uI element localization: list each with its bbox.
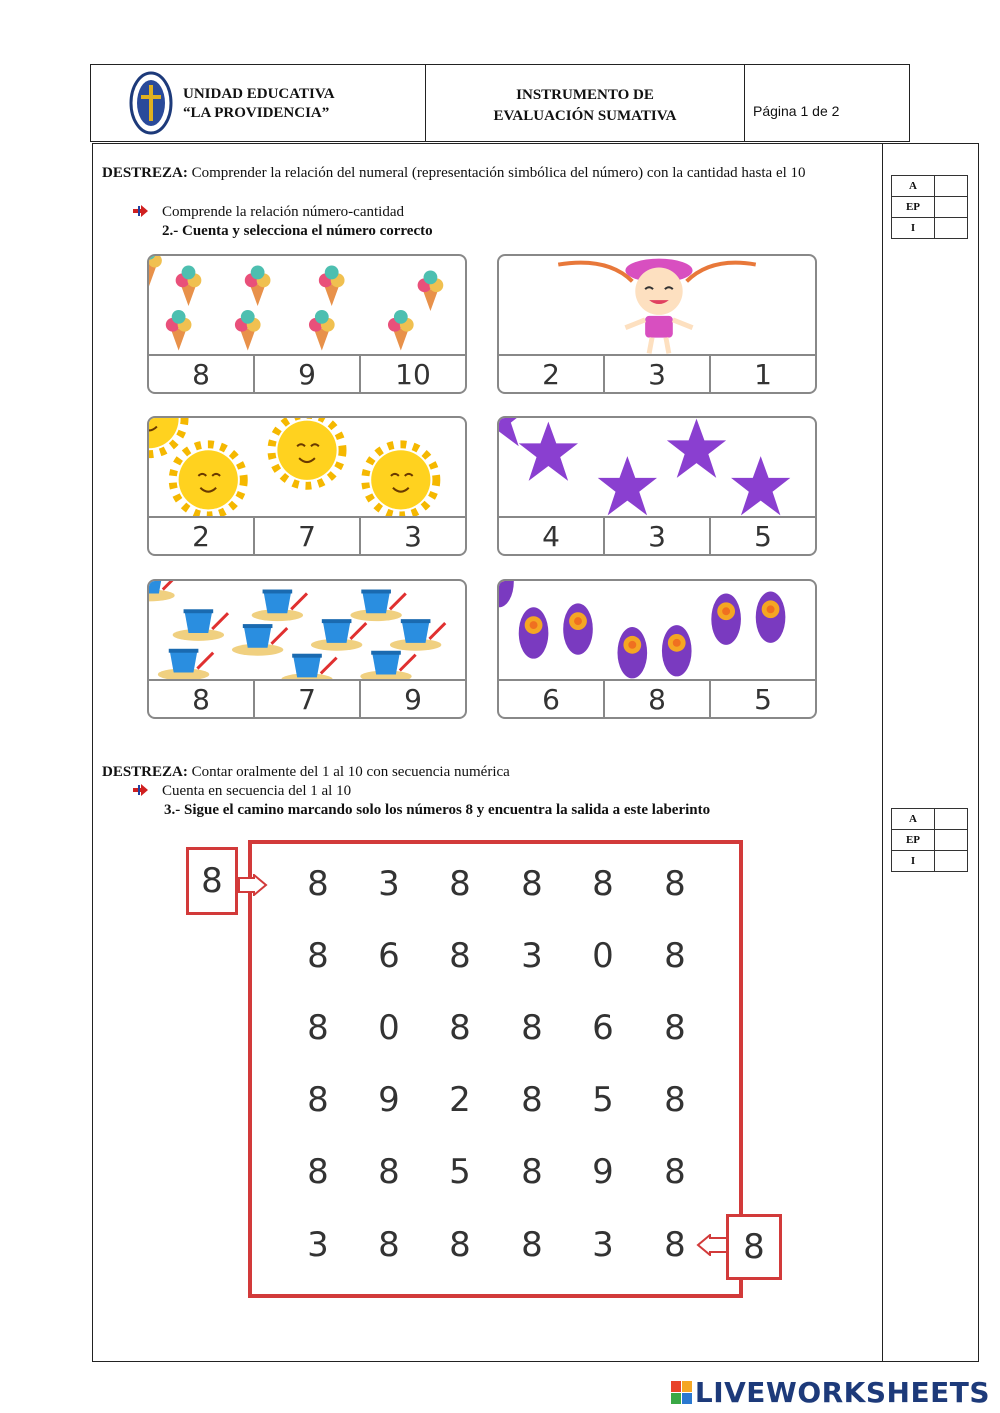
eval-mark-ep[interactable]: [935, 830, 968, 851]
option-button[interactable]: 5: [754, 519, 772, 553]
eval-mark-i[interactable]: [935, 218, 968, 239]
maze-cell[interactable]: 8: [664, 1152, 686, 1192]
indicator-2: Cuenta en secuencia del 1 al 10: [162, 783, 352, 799]
maze-cell[interactable]: 5: [449, 1152, 471, 1192]
maze-cell[interactable]: 8: [378, 1152, 400, 1192]
starfish-icon: [499, 418, 815, 518]
evaluation-column-divider: [882, 143, 883, 1362]
option-button[interactable]: 8: [605, 681, 711, 717]
maze-cell[interactable]: 8: [664, 1008, 686, 1048]
maze-cell[interactable]: 3: [378, 864, 400, 904]
maze-cell[interactable]: 8: [664, 864, 686, 904]
option-button[interactable]: 8: [149, 356, 255, 392]
maze-cell[interactable]: 8: [307, 864, 329, 904]
maze-cell[interactable]: 3: [307, 1225, 329, 1265]
maze-cell[interactable]: 9: [592, 1152, 614, 1192]
brand-text: LIVEWORKSHEETS: [694, 1376, 990, 1409]
destreza-2: [102, 763, 510, 782]
school-seal-icon: [129, 71, 173, 135]
maze-cell[interactable]: 8: [307, 936, 329, 976]
eval-label-a: A: [892, 176, 935, 197]
maze-cell[interactable]: 8: [521, 1080, 543, 1120]
eval-mark-a[interactable]: [935, 809, 968, 830]
maze-cell[interactable]: 8: [307, 1008, 329, 1048]
option-button[interactable]: 7: [255, 681, 361, 717]
maze-cell[interactable]: 8: [664, 936, 686, 976]
flip-flop-icon: [499, 581, 815, 681]
maze-exit-box: 8: [726, 1214, 782, 1280]
maze-cell[interactable]: 8: [449, 936, 471, 976]
maze-cell[interactable]: 8: [378, 1225, 400, 1265]
option-button[interactable]: 6: [499, 681, 605, 717]
instruction-2: 2.- Cuenta y selecciona el número correcto: [162, 223, 433, 239]
instrument-title-line1: INSTRUMENTO DE: [516, 87, 654, 103]
maze-cell[interactable]: 3: [521, 936, 543, 976]
counting-card-sand-buckets: [147, 579, 467, 719]
eval-label-i: I: [892, 851, 935, 872]
instrument-cell: [426, 65, 745, 141]
bullet-arrow-icon: [133, 204, 149, 218]
liveworksheets-logo: [671, 1376, 990, 1409]
maze-cell[interactable]: 8: [449, 1225, 471, 1265]
eval-label-a: A: [892, 809, 935, 830]
indicator-1: Comprende la relación número-cantidad: [162, 204, 404, 220]
eval-label-ep: EP: [892, 197, 935, 218]
maze-cell[interactable]: 8: [664, 1225, 686, 1265]
page-number: Página 1 de 2: [753, 103, 840, 119]
counting-card-flip-flops: [497, 579, 817, 719]
option-button[interactable]: 3: [605, 518, 711, 554]
maze-cell[interactable]: 0: [378, 1008, 400, 1048]
maze-cell[interactable]: 5: [592, 1080, 614, 1120]
bullet-arrow-icon: [133, 783, 149, 797]
option-button[interactable]: 10: [395, 357, 431, 391]
girl-icon: [499, 256, 815, 356]
option-button[interactable]: 8: [149, 681, 255, 717]
number-maze: [248, 840, 743, 1298]
counting-card-suns: [147, 416, 467, 556]
eval-mark-i[interactable]: [935, 851, 968, 872]
school-cell: [91, 65, 426, 141]
sun-icon: [149, 418, 465, 518]
instrument-title-line2: EVALUACIÓN SUMATIVA: [493, 108, 677, 124]
option-button[interactable]: 1: [754, 357, 772, 391]
maze-cell[interactable]: 8: [592, 864, 614, 904]
option-button[interactable]: 9: [255, 356, 361, 392]
maze-cell[interactable]: 8: [449, 1008, 471, 1048]
maze-cell[interactable]: 8: [521, 1008, 543, 1048]
maze-cell[interactable]: 8: [664, 1080, 686, 1120]
destreza-1-text: Comprender la relación del numeral (representación simbólica del número) con la cantidad hasta el 10: [191, 165, 806, 181]
maze-cell[interactable]: 0: [592, 936, 614, 976]
option-button[interactable]: 7: [255, 518, 361, 554]
maze-cell[interactable]: 3: [592, 1225, 614, 1265]
eval-mark-a[interactable]: [935, 176, 968, 197]
option-button[interactable]: 3: [404, 519, 422, 553]
option-button[interactable]: 4: [499, 518, 605, 554]
option-button[interactable]: 2: [499, 356, 605, 392]
destreza-2-text: Contar oralmente del 1 al 10 con secuencia numérica: [191, 764, 510, 780]
eval-label-ep: EP: [892, 830, 935, 851]
option-button[interactable]: 3: [605, 356, 711, 392]
maze-entry-box: 8: [186, 847, 238, 915]
maze-cell[interactable]: 8: [307, 1080, 329, 1120]
maze-cell[interactable]: 8: [521, 1225, 543, 1265]
school-name-line2: “LA PROVIDENCIA”: [183, 105, 330, 121]
destreza-2-label: DESTREZA:: [102, 764, 188, 780]
liveworksheets-logo-icon: [671, 1381, 693, 1405]
maze-cell[interactable]: 8: [449, 864, 471, 904]
counting-card-ice-creams: [147, 254, 467, 394]
option-button[interactable]: 5: [754, 682, 772, 716]
eval-label-i: I: [892, 218, 935, 239]
counting-card-girl: [497, 254, 817, 394]
maze-cell[interactable]: 6: [592, 1008, 614, 1048]
maze-cell[interactable]: 8: [521, 1152, 543, 1192]
maze-cell[interactable]: 9: [378, 1080, 400, 1120]
option-button[interactable]: 2: [149, 518, 255, 554]
arrow-right-icon: [238, 874, 268, 896]
destreza-1: [102, 164, 874, 183]
sand-bucket-icon: [149, 581, 465, 681]
maze-cell[interactable]: 8: [307, 1152, 329, 1192]
evaluation-box-1: [891, 175, 968, 239]
ice-cream-icon: [149, 256, 465, 356]
option-button[interactable]: 9: [404, 682, 422, 716]
header-table: [90, 64, 910, 142]
instruction-3: 3.- Sigue el camino marcando solo los números 8 y encuentra la salida a este laberinto: [164, 802, 711, 818]
destreza-1-label: DESTREZA:: [102, 165, 188, 181]
school-name-line1: UNIDAD EDUCATIVA: [183, 86, 335, 102]
counting-card-starfish: [497, 416, 817, 556]
evaluation-box-2: [891, 808, 968, 872]
maze-cell[interactable]: 8: [521, 864, 543, 904]
arrow-left-icon: [696, 1234, 728, 1256]
maze-cell[interactable]: 6: [378, 936, 400, 976]
maze-cell[interactable]: 2: [449, 1080, 471, 1120]
eval-mark-ep[interactable]: [935, 197, 968, 218]
